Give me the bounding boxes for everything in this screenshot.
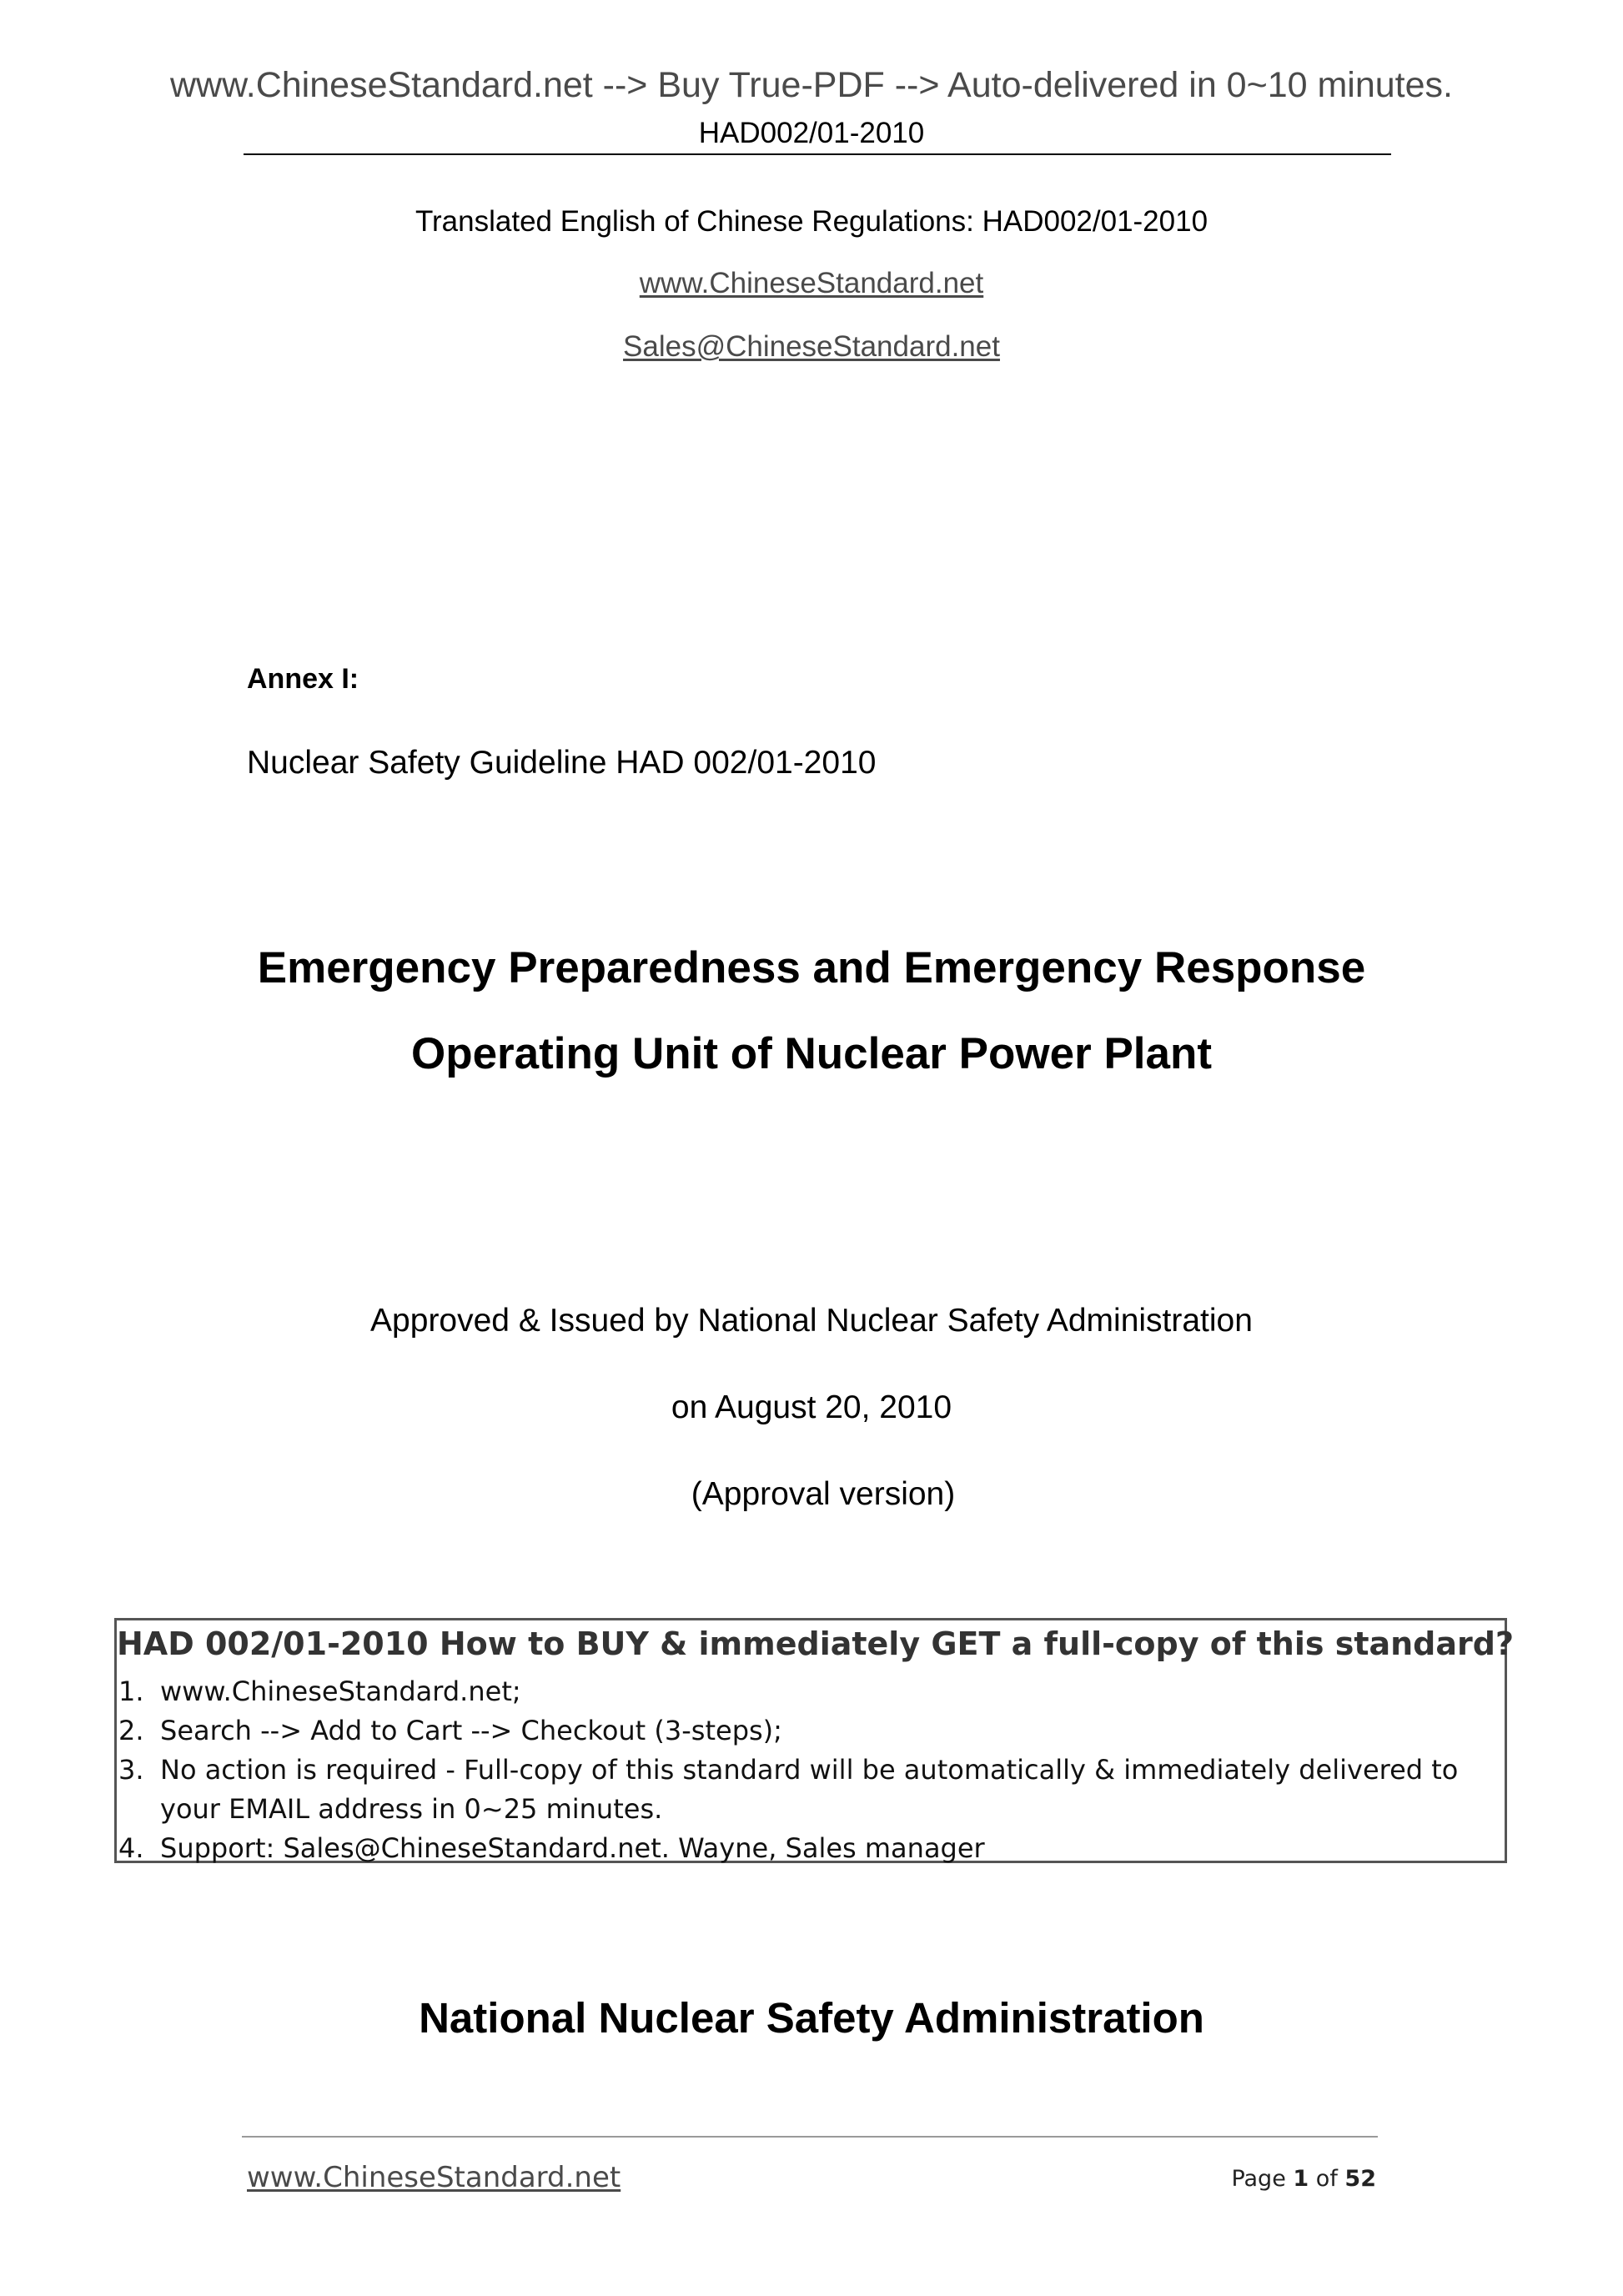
step-number: 4. (118, 1832, 144, 1864)
step-number: 1. (118, 1676, 144, 1707)
top-banner: www.ChineseStandard.net --> Buy True-PDF --> Auto-delivered in 0~10 minutes. (169, 65, 1453, 105)
step-text-continued: your EMAIL address in 0~25 minutes. (160, 1793, 663, 1825)
site-link[interactable]: www.ChineseStandard.net (639, 267, 984, 299)
step-text: No action is required - Full-copy of this standard will be automatically & immediately delivered to (160, 1754, 1459, 1786)
purchase-info-title: HAD 002/01-2010 How to BUY & immediately GET a full-copy of this standard? (117, 1625, 1515, 1662)
translated-title-line: Translated English of Chinese Regulations: HAD002/01-2010 (415, 205, 1208, 238)
email-link-container (0, 330, 1623, 364)
document-title-line-1: Emergency Preparedness and Emergency Response (257, 943, 1366, 992)
footer-divider (242, 2136, 1378, 2138)
step-text: Support: Sales@ChineseStandard.net. Wayne, Sales manager (160, 1832, 985, 1864)
approval-issuer: Approved & Issued by National Nuclear Safety Administration (370, 1303, 1253, 1339)
footer-site-link[interactable]: www.ChineseStandard.net (247, 2161, 621, 2194)
email-link[interactable]: Sales@ChineseStandard.net (623, 330, 1000, 363)
step-number: 3. (118, 1754, 144, 1786)
approval-version: (Approval version) (691, 1476, 956, 1512)
page-prefix: Page (1231, 2166, 1286, 2192)
header-divider (244, 153, 1391, 155)
annex-label: Annex I: (247, 663, 359, 695)
page-number (1231, 2166, 1376, 2192)
page-of: of (1315, 2166, 1338, 2192)
page-current: 1 (1293, 2166, 1309, 2192)
issuing-authority: National Nuclear Safety Administration (419, 1994, 1204, 2042)
purchase-info-box (114, 1618, 1515, 1864)
header-document-code: HAD002/01-2010 (698, 117, 925, 149)
purchase-step (117, 1711, 1505, 1751)
step-text: www.ChineseStandard.net; (160, 1676, 521, 1707)
guideline-reference: Nuclear Safety Guideline HAD 002/01-2010 (247, 745, 877, 781)
purchase-step (117, 1751, 1505, 1829)
purchase-steps-list (117, 1672, 1505, 1868)
step-text: Search --> Add to Cart --> Checkout (3-steps); (160, 1715, 782, 1746)
page-total: 52 (1344, 2166, 1376, 2192)
purchase-step (117, 1829, 1505, 1868)
site-link-container (0, 267, 1623, 300)
approval-date: on August 20, 2010 (671, 1389, 952, 1425)
purchase-step (117, 1672, 1505, 1711)
document-title-line-2: Operating Unit of Nuclear Power Plant (410, 1029, 1213, 1078)
step-number: 2. (118, 1715, 144, 1746)
